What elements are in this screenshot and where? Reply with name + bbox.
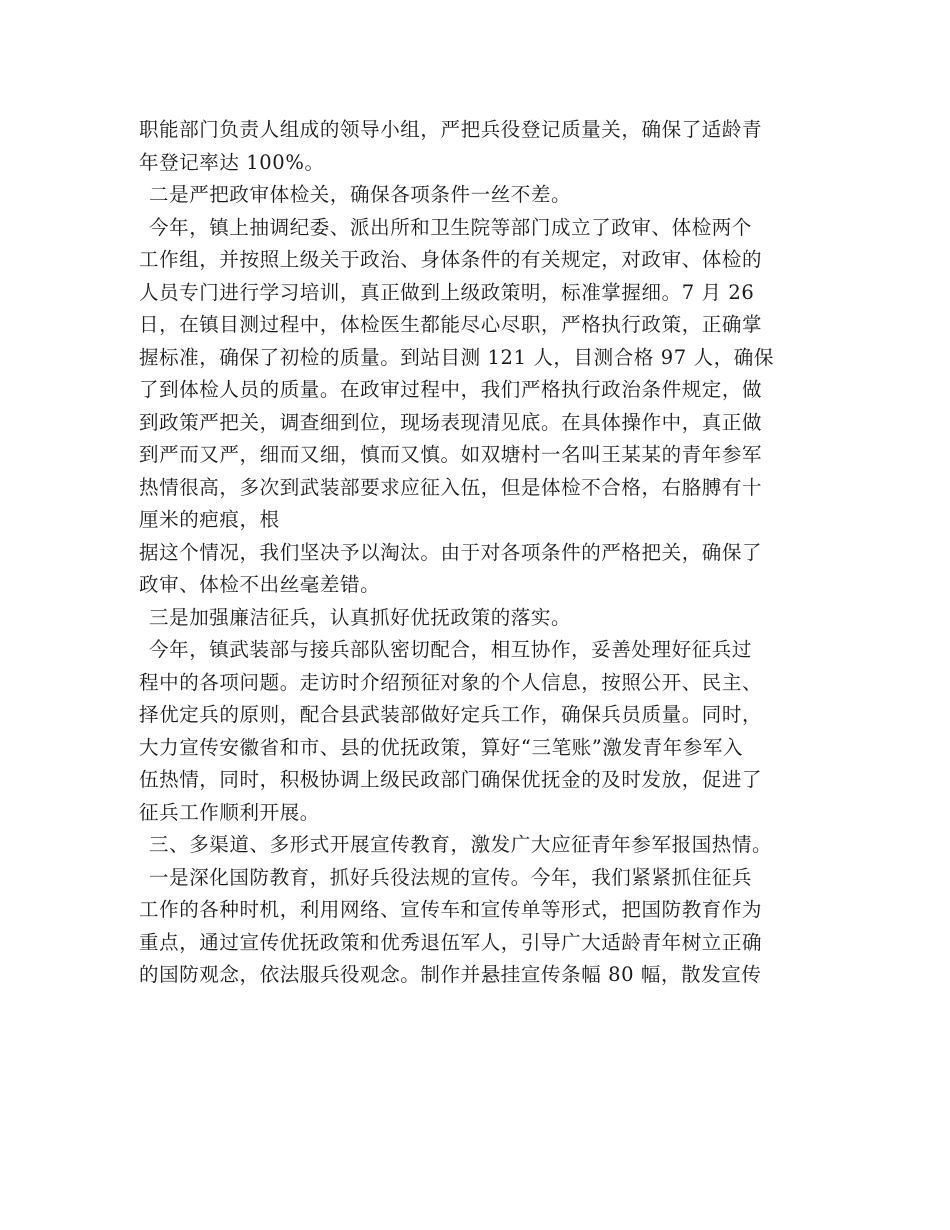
text-line: 工作组，并按照上级关于政治、身体条件的有关规定，对政审、体检的 xyxy=(139,248,763,271)
text-line: 人员专门进行学习培训，真正做到上级政策明，标准掌握细。7 月 26 xyxy=(139,280,755,304)
text-line: 伍热情，同时，积极协调上级民政部门确保优抚金的及时发放，促进了 xyxy=(139,768,763,791)
text-line: 到政策严把关，调查细到位，现场表现清见底。在具体操作中，真正做 xyxy=(139,410,763,434)
text-line: 了到体检人员的质量。在政审过程中，我们严格执行政治条件规定，做 xyxy=(139,378,763,401)
text-line: 厘米的疤痕，根 xyxy=(139,508,280,531)
body-text xyxy=(139,114,819,992)
paragraph-start: 今年，镇武装部与接兵部队密切配合，相互协作，妥善处理好征兵过 xyxy=(149,638,753,661)
section-heading: 三、多渠道、多形式开展宣传教育，激发广大应征青年参军报国热情。 xyxy=(149,833,773,856)
text-line: 的国防观念，依法服兵役观念。制作并悬挂宣传条幅 80 幅，散发宣传 xyxy=(139,963,762,986)
text-line: 到严而又严，细而又细，慎而又慎。如双塘村一名叫王某某的青年参军 xyxy=(139,443,763,466)
section-heading: 二是严把政审体检关，确保各项条件一丝不差。 xyxy=(149,183,572,206)
text-line: 政审、体检不出丝毫差错。 xyxy=(139,573,381,596)
text-line: 工作的各种时机，利用网络、宣传车和宣传单等形式，把国防教育作为 xyxy=(139,898,763,921)
text-line: 日，在镇目测过程中，体检医生都能尽心尽职，严格执行政策，正确掌 xyxy=(139,313,763,336)
paragraph-start: 今年，镇上抽调纪委、派出所和卫生院等部门成立了政审、体检两个 xyxy=(149,215,753,239)
text-line: 程中的各项问题。走访时介绍预征对象的个人信息，按照公开、民主、 xyxy=(139,670,763,694)
text-line: 热情很高，多次到武装部要求应征入伍，但是体检不合格，右胳膊有十 xyxy=(139,475,763,499)
text-line: 年登记率达 100%。 xyxy=(139,150,325,174)
text-line: 择优定兵的原则，配合县武装部做好定兵工作，确保兵员质量。同时， xyxy=(139,703,763,726)
paragraph-start: 一是深化国防教育，抓好兵役法规的宣传。今年，我们紧紧抓住征兵 xyxy=(149,865,753,889)
text-line: 据这个情况，我们坚决予以淘汰。由于对各项条件的严格把关，确保了 xyxy=(139,540,763,564)
text-line: 职能部门负责人组成的领导小组，严把兵役登记质量关，确保了适龄青 xyxy=(139,118,763,141)
section-heading: 三是加强廉洁征兵，认真抓好优抚政策的落实。 xyxy=(149,605,572,629)
text-line: 握标准，确保了初检的质量。到站目测 121 人，目测合格 97 人，确保 xyxy=(139,345,774,369)
text-line: 重点，通过宣传优抚政策和优秀退伍军人，引导广大适龄青年树立正确 xyxy=(139,930,763,954)
text-line: 征兵工作顺利开展。 xyxy=(139,800,320,824)
text-line: 大力宣传安徽省和市、县的优抚政策，算好“三笔账”激发青年参军入 xyxy=(139,735,744,759)
